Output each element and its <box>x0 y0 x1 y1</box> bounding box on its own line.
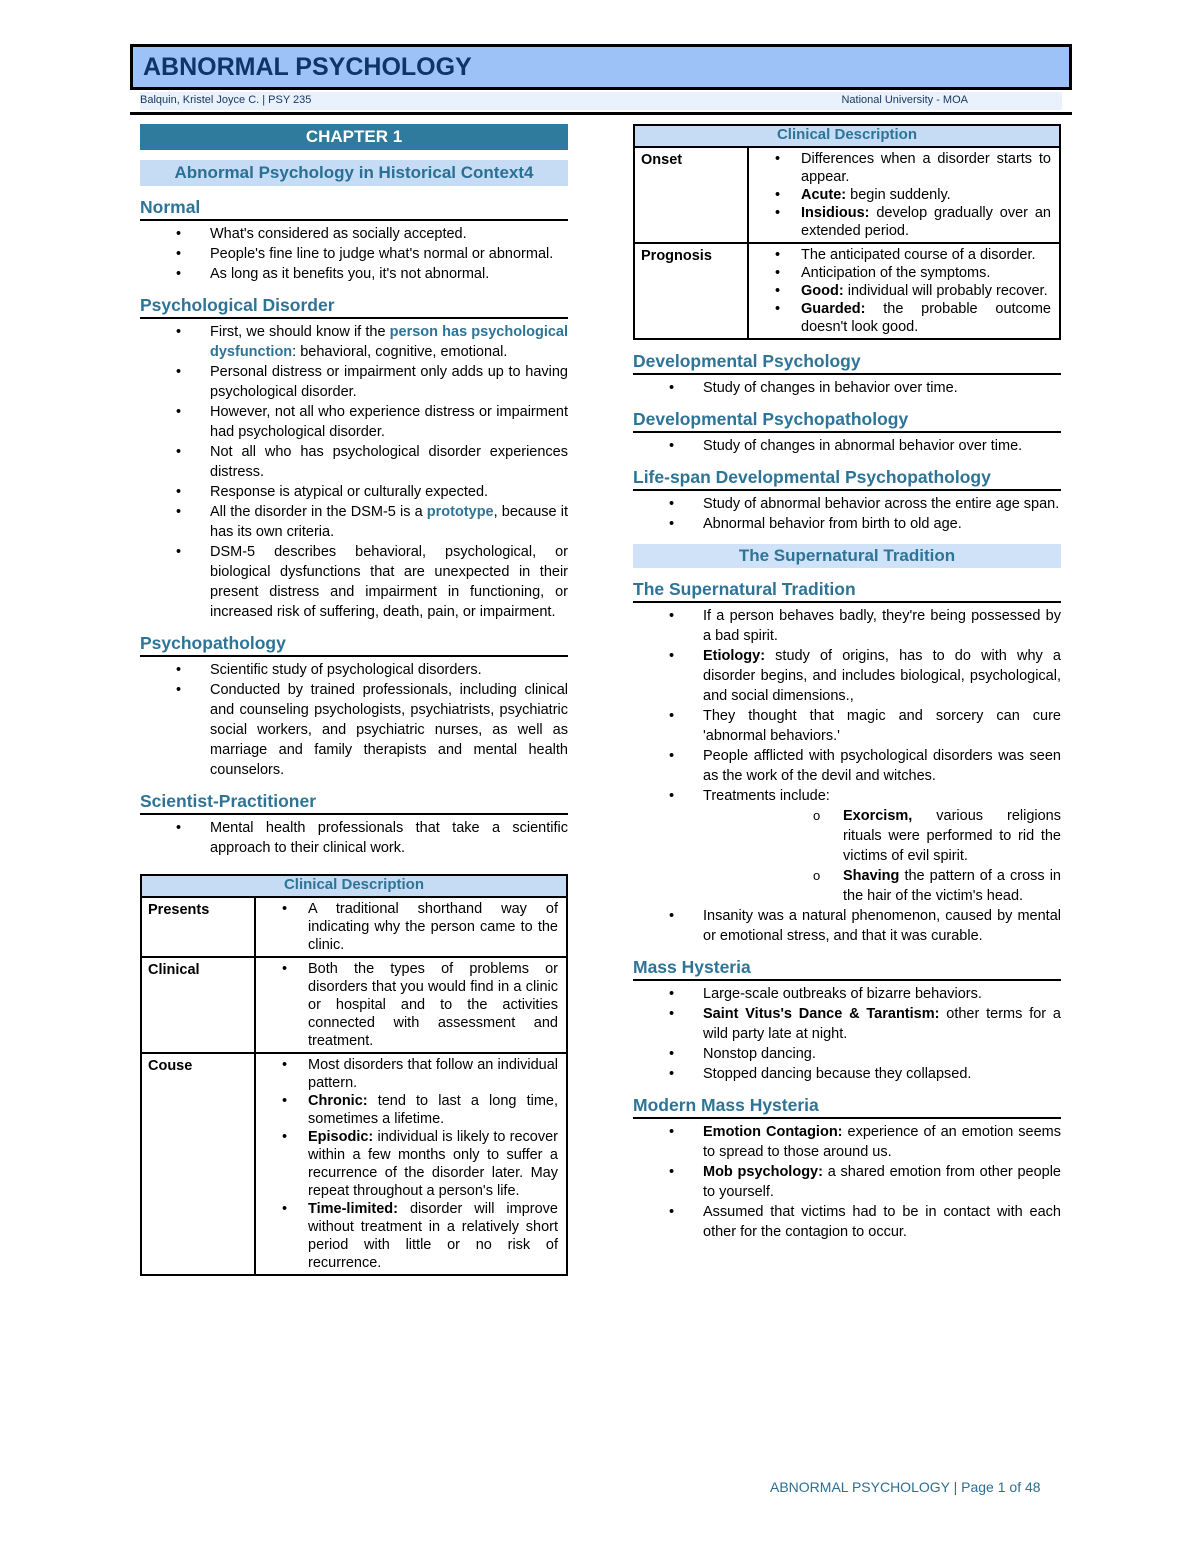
scientist-list <box>140 818 568 858</box>
section-heading-mass-hysteria: Mass Hysteria <box>633 956 1061 981</box>
list-item: • Mob psychology: a shared emotion from other people to yourself. <box>633 1162 1061 1202</box>
document-title: ABNORMAL PSYCHOLOGY <box>143 53 472 81</box>
page-footer <box>770 1479 1041 1495</box>
developmental-list <box>633 378 1061 398</box>
right-column <box>633 124 1061 1242</box>
highlight-term: person has psychological dysfunction <box>210 324 568 360</box>
sub-list-item: o Exorcism, various religions rituals were performed to rid the victims of evil spirit. <box>703 806 1061 866</box>
table-term: Prognosis <box>634 243 748 339</box>
section-heading-supernatural: The Supernatural Tradition <box>633 578 1061 603</box>
footer-separator: | <box>949 1479 962 1495</box>
list-item: • Personal distress or impairment only adds up to having psychological disorder. <box>140 362 568 402</box>
list-item: • Acute: begin suddenly. <box>749 186 1051 204</box>
section-heading-psychopathology: Psychopathology <box>140 632 568 657</box>
list-item: • Insanity was a natural phenomenon, caused by mental or emotional stress, and that it was curable. <box>633 906 1061 946</box>
clinical-description-table <box>140 874 568 1276</box>
table-term: Couse <box>141 1053 255 1275</box>
chapter-heading: CHAPTER 1 <box>140 124 568 152</box>
header-divider <box>130 112 1072 115</box>
list-item: • Study of changes in behavior over time. <box>633 378 1061 398</box>
list-item: • What's considered as socially accepted. <box>140 224 568 244</box>
list-item: • Insidious: develop gradually over an extended period. <box>749 204 1051 240</box>
disorder-list <box>140 322 568 622</box>
list-item: • Large-scale outbreaks of bizarre behaviors. <box>633 984 1061 1004</box>
list-item: • Mental health professionals that take a scientific approach to their clinical work. <box>140 818 568 858</box>
list-item: • DSM-5 describes behavioral, psychological, or biological dysfunctions that are unexpected in their present distress and impairment in functioning, or increased risk of suffering, death, pain, or impairment. <box>140 542 568 622</box>
list-item: • Treatments include: o Exorcism, various religions rituals were performed to rid the victims of evil spirit. o Shaving the pattern of a cross in the hair of the victim's head. <box>633 786 1061 906</box>
list-item: • First, we should know if the person has psychological dysfunction: behavioral, cognitive, emotional. <box>140 322 568 362</box>
highlight-term: prototype <box>426 504 494 520</box>
list-item: • Not all who has psychological disorder experiences distress. <box>140 442 568 482</box>
table-row <box>141 897 567 957</box>
section-heading-normal: Normal <box>140 196 568 221</box>
table-row <box>141 1053 567 1275</box>
list-item: • Study of changes in abnormal behavior over time. <box>633 436 1061 456</box>
table-header: Clinical Description <box>141 875 567 897</box>
left-column <box>140 124 568 1276</box>
list-item: • Abnormal behavior from birth to old age. <box>633 514 1061 534</box>
table-header: Clinical Description <box>634 125 1060 147</box>
table-row <box>634 147 1060 243</box>
list-item: • Etiology: study of origins, has to do with why a disorder begins, and includes biological, psychological, and social dimensions., <box>633 646 1061 706</box>
list-item: • Good: individual will probably recover. <box>749 282 1051 300</box>
section-heading-disorder: Psychological Disorder <box>140 294 568 319</box>
normal-list <box>140 224 568 284</box>
author-info: Balquin, Kristel Joyce C. | PSY 235 <box>140 94 312 106</box>
devpath-list <box>633 436 1061 456</box>
list-item: • As long as it benefits you, it's not abnormal. <box>140 264 568 284</box>
list-item: • Chronic: tend to last a long time, sometimes a lifetime. <box>256 1092 558 1128</box>
footer-title: ABNORMAL PSYCHOLOGY <box>770 1479 950 1495</box>
list-item: • Nonstop dancing. <box>633 1044 1061 1064</box>
list-item: • Response is atypical or culturally expected. <box>140 482 568 502</box>
school-info: National University - MOA <box>841 94 968 106</box>
list-item: • The anticipated course of a disorder. <box>749 246 1051 264</box>
sub-list-item: o Shaving the pattern of a cross in the hair of the victim's head. <box>703 866 1061 906</box>
table-term: Onset <box>634 147 748 243</box>
modern-mass-hysteria-list <box>633 1122 1061 1242</box>
section-heading-developmental: Developmental Psychology <box>633 350 1061 375</box>
treatments-sublist <box>703 806 1061 906</box>
page-number: Page 1 of 48 <box>961 1479 1041 1495</box>
list-item: • A traditional shorthand way of indicating why the person came to the clinic. <box>256 900 558 954</box>
list-item: • They thought that magic and sorcery can cure 'abnormal behaviors.' <box>633 706 1061 746</box>
list-item: • People afflicted with psychological disorders was seen as the work of the devil and witches. <box>633 746 1061 786</box>
list-item: • Scientific study of psychological disorders. <box>140 660 568 680</box>
list-item: • Most disorders that follow an individual pattern. <box>256 1056 558 1092</box>
chapter-subheading: Abnormal Psychology in Historical Context4 <box>140 160 568 186</box>
header-subline <box>140 92 1062 110</box>
table-row <box>141 957 567 1053</box>
list-item: • If a person behaves badly, they're being possessed by a bad spirit. <box>633 606 1061 646</box>
list-item: • Saint Vitus's Dance & Tarantism: other terms for a wild party late at night. <box>633 1004 1061 1044</box>
psychopathology-list <box>140 660 568 780</box>
header-banner <box>130 44 1072 90</box>
list-item: • However, not all who experience distress or impairment had psychological disorder. <box>140 402 568 442</box>
list-item: • All the disorder in the DSM-5 is a prototype, because it has its own criteria. <box>140 502 568 542</box>
section-heading-lifespan: Life-span Developmental Psychopathology <box>633 466 1061 491</box>
list-item: • Emotion Contagion: experience of an emotion seems to spread to those around us. <box>633 1122 1061 1162</box>
list-item: • Both the types of problems or disorders that you would find in a clinic or hospital and to the activities connected with assessment and treatment. <box>256 960 558 1050</box>
section-heading-devpath: Developmental Psychopathology <box>633 408 1061 433</box>
list-item: • Time-limited: disorder will improve without treatment in a relatively short period with little or no risk of recurrence. <box>256 1200 558 1272</box>
section-heading-scientist: Scientist-Practitioner <box>140 790 568 815</box>
list-item: • Episodic: individual is likely to recover within a few months only to suffer a recurrence of the disorder later. May repeat throughout a person's life. <box>256 1128 558 1200</box>
supernatural-list <box>633 606 1061 946</box>
table-term: Clinical <box>141 957 255 1053</box>
list-item: • Assumed that victims had to be in contact with each other for the contagion to occur. <box>633 1202 1061 1242</box>
list-item: • Study of abnormal behavior across the entire age span. <box>633 494 1061 514</box>
list-item: • Differences when a disorder starts to appear. <box>749 150 1051 186</box>
clinical-description-table-2 <box>633 124 1061 340</box>
table-term: Presents <box>141 897 255 957</box>
list-item: • Stopped dancing because they collapsed. <box>633 1064 1061 1084</box>
table-row <box>634 243 1060 339</box>
list-item: • Anticipation of the symptoms. <box>749 264 1051 282</box>
list-item: • Guarded: the probable outcome doesn't look good. <box>749 300 1051 336</box>
lifespan-list <box>633 494 1061 534</box>
list-item: • Conducted by trained professionals, including clinical and counseling psychologists, psychiatrists, psychiatric social workers, and psychiatric nurses, as well as marriage and family therapists and mental health counselors. <box>140 680 568 780</box>
list-item: • People's fine line to judge what's normal or abnormal. <box>140 244 568 264</box>
section-heading-modern-mass-hysteria: Modern Mass Hysteria <box>633 1094 1061 1119</box>
mass-hysteria-list <box>633 984 1061 1084</box>
supernatural-banner: The Supernatural Tradition <box>633 544 1061 568</box>
